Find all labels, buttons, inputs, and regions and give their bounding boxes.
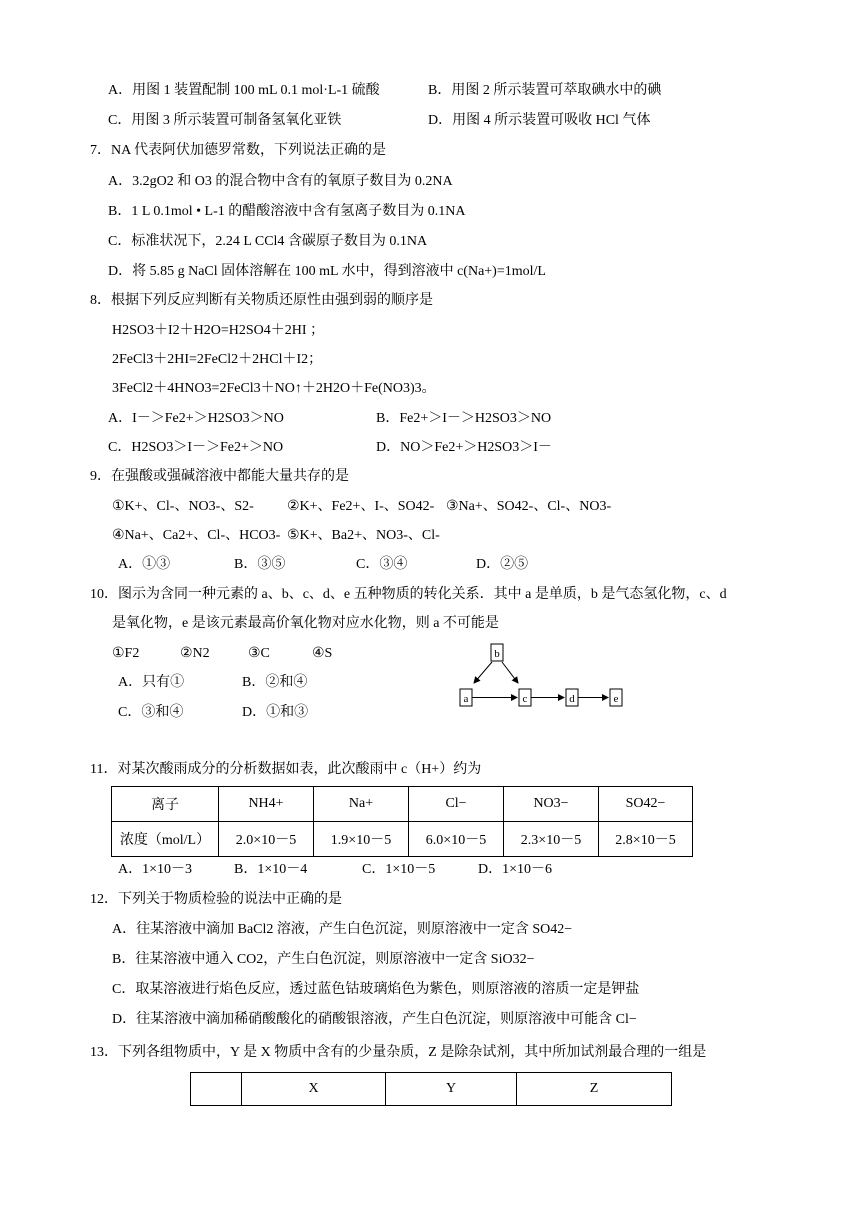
node-c-box [519, 689, 531, 706]
q7-option-a: A．3.2gO2 和 O3 的混合物中含有的氧原子数目为 0.2NA [108, 174, 453, 189]
node-b-label: b [494, 648, 500, 660]
q10-option-c: C．③和④ [118, 705, 184, 720]
q12-option-b: B．往某溶液中通入 CO2，产生白色沉淀，则原溶液中一定含 SiO32− [112, 952, 535, 967]
q6-option-a: A．用图 1 装置配制 100 mL 0.1 mol·L-1 硫酸 [108, 83, 380, 98]
q10-item-1: ①F2 [112, 646, 140, 661]
q11-option-c: C．1×10－5 [362, 862, 436, 877]
q10-item-2: ②N2 [180, 646, 210, 661]
q9-option-b: B．③⑤ [234, 557, 286, 572]
q11-option-d: D．1×10－6 [478, 862, 553, 877]
table-header-cell: NH4+ [219, 787, 314, 822]
q6-option-d: D．用图 4 所示装置可吸收 HCl 气体 [428, 113, 651, 128]
q9-group-5: ⑤K+、Ba2+、NO3-、Cl- [287, 528, 440, 543]
q10-item-3: ③C [248, 646, 270, 661]
ion-concentration-table [111, 786, 693, 857]
q7-option-b: B．1 L 0.1mol • L-1 的醋酸溶液中含有氢离子数目为 0.1NA [108, 204, 466, 219]
node-e-box [610, 689, 622, 706]
table-cell: 2.0×10－5 [219, 822, 314, 857]
q8-reaction-2: 2FeCl3＋2HI=2FeCl2＋2HCl＋I2； [112, 352, 323, 367]
q9-option-d: D．②⑤ [476, 557, 529, 572]
table-header-cell: SO42− [599, 787, 693, 822]
table-header-cell: Cl− [409, 787, 504, 822]
table-header-cell: Y [386, 1073, 517, 1106]
table-cell: 1.9×10－5 [314, 822, 409, 857]
table-cell: 2.8×10－5 [599, 822, 693, 857]
q6-option-b: B．用图 2 所示装置可萃取碘水中的碘 [428, 83, 662, 98]
q7-stem: 7．NA 代表阿伏加德罗常数，下列说法正确的是 [90, 143, 386, 158]
q10-item-4: ④S [312, 646, 333, 661]
table-cell: 2.3×10－5 [504, 822, 599, 857]
q12-option-c: C．取某溶液进行焰色反应，透过蓝色钴玻璃焰色为紫色，则原溶液的溶质一定是钾盐 [112, 982, 640, 997]
q9-option-a: A．①③ [118, 557, 171, 572]
q8-option-a: A．I－＞Fe2+＞H2SO3＞NO [108, 411, 284, 426]
q9-group-1: ①K+、Cl-、NO3-、S2- [112, 499, 254, 514]
q8-option-c: C．H2SO3＞I－＞Fe2+＞NO [108, 440, 284, 455]
node-a-box [460, 689, 472, 706]
q8-stem: 8．根据下列反应判断有关物质还原性由强到弱的顺序是 [90, 293, 433, 308]
node-a-label: a [463, 693, 469, 705]
q10-option-d: D．①和③ [242, 705, 309, 720]
q9-option-c: C．③④ [356, 557, 408, 572]
arrow-b-to-c [502, 662, 518, 683]
q8-reaction-1: H2SO3＋I2＋H2O=H2SO4＋2HI ； [112, 323, 325, 338]
table-header-cell: Z [517, 1073, 672, 1106]
q10-option-b: B．②和④ [242, 675, 308, 690]
arrow-b-to-a [474, 662, 492, 683]
q13-stem: 13．下列各组物质中，Y 是 X 物质中含有的少量杂质，Z 是除杂试剂，其中所加试剂最合理的一组是 [90, 1045, 707, 1060]
q12-option-d: D．往某溶液中滴加稀硝酸酸化的硝酸银溶液，产生白色沉淀，则原溶液中可能含 Cl− [112, 1012, 637, 1027]
q7-option-c: C．标准状况下，2.24 L CCl4 含碳原子数目为 0.1NA [108, 234, 428, 249]
node-c-label: c [522, 693, 528, 705]
q9-stem: 9．在强酸或强碱溶液中都能大量共存的是 [90, 469, 349, 484]
node-d-box [566, 689, 578, 706]
q10-option-a: A．只有① [118, 675, 185, 690]
q6-option-c: C．用图 3 所示装置可制备氢氧化亚铁 [108, 113, 342, 128]
q8-option-d: D．NO＞Fe2+＞H2SO3＞I－ [376, 440, 552, 455]
q9-group-2: ②K+、Fe2+、I-、SO42- [287, 499, 435, 514]
q9-group-4: ④Na+、Ca2+、Cl-、HCO3- [112, 528, 281, 543]
node-b-box [491, 644, 503, 661]
q9-group-3: ③Na+、SO42-、Cl-、NO3- [446, 499, 612, 514]
table-header-cell: Na+ [314, 787, 409, 822]
q10-stem-line-2: 是氧化物，e 是该元素最高价氧化物对应水化物，则 a 不可能是 [112, 616, 499, 631]
table-cell: 浓度（mol/L） [112, 822, 219, 857]
impurity-table [190, 1072, 672, 1106]
node-e-label: e [613, 693, 619, 705]
table-cell: 6.0×10－5 [409, 822, 504, 857]
table-header-cell: X [242, 1073, 386, 1106]
table-header-row [112, 787, 693, 822]
conversion-diagram [452, 640, 632, 712]
table-header-row [191, 1073, 672, 1106]
q12-stem: 12．下列关于物质检验的说法中正确的是 [90, 892, 342, 907]
q7-option-d: D．将 5.85 g NaCl 固体溶解在 100 mL 水中，得到溶液中 c(Na+)=1mol/L [108, 264, 546, 279]
table-header-cell: NO3− [504, 787, 599, 822]
q8-reaction-3: 3FeCl2＋4HNO3=2FeCl3＋NO↑＋2H2O＋Fe(NO3)3。 [112, 381, 436, 396]
q10-stem-line-1: 10．图示为含同一种元素的 a、b、c、d、e 五种物质的转化关系．其中 a 是单质，b 是气态氢化物，c、d [90, 587, 727, 602]
q8-option-b: B．Fe2+＞I－＞H2SO3＞NO [376, 411, 552, 426]
q12-option-a: A．往某溶液中滴加 BaCl2 溶液，产生白色沉淀，则原溶液中一定含 SO42− [112, 922, 573, 937]
node-d-label: d [569, 693, 575, 705]
q11-option-a: A．1×10－3 [118, 862, 193, 877]
table-header-cell: 离子 [112, 787, 219, 822]
table-row [112, 822, 693, 857]
table-header-cell [191, 1073, 242, 1106]
q11-stem: 11．对某次酸雨成分的分析数据如表，此次酸雨中 c（H+）约为 [90, 762, 482, 777]
q11-option-b: B．1×10－4 [234, 862, 308, 877]
